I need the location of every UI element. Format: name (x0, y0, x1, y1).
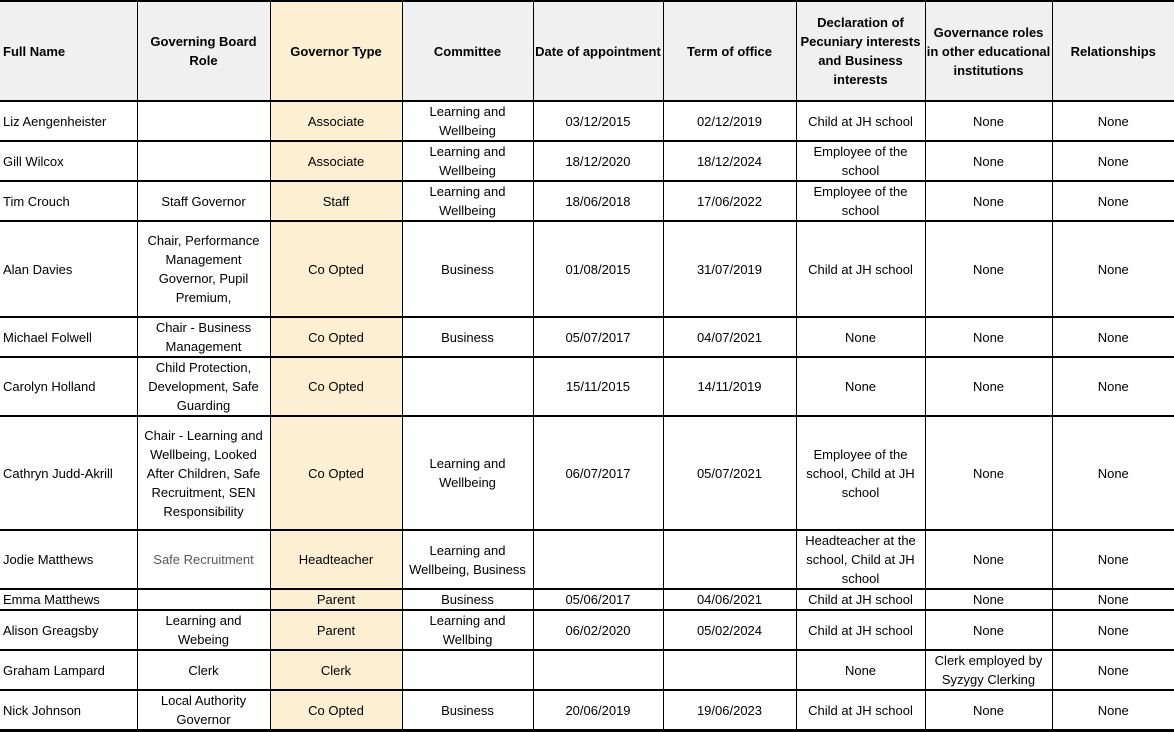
governor-row (0, 101, 1174, 141)
cell-committee: Learning and Wellbeing (402, 181, 533, 221)
cell-date-of-appointment: 18/12/2020 (533, 141, 663, 181)
cell-declaration: None (796, 650, 925, 690)
cell-declaration: Child at JH school (796, 610, 925, 650)
cell-relationships: None (1052, 690, 1174, 731)
cell-declaration: Employee of the school, Child at JH school (796, 416, 925, 530)
cell-governor-type: Headteacher (270, 530, 402, 589)
cell-committee (402, 357, 533, 416)
cell-governance-roles: None (925, 416, 1052, 530)
cell-governor-type: Associate (270, 101, 402, 141)
cell-governance-roles: None (925, 317, 1052, 357)
cell-term-of-office: 31/07/2019 (663, 221, 796, 317)
cell-relationships: None (1052, 530, 1174, 589)
cell-role: Staff Governor (137, 181, 270, 221)
cell-role: Child Protection, Development, Safe Guarding (137, 357, 270, 416)
cell-governance-roles: None (925, 101, 1052, 141)
cell-governor-type: Clerk (270, 650, 402, 690)
cell-term-of-office: 17/06/2022 (663, 181, 796, 221)
cell-relationships: None (1052, 181, 1174, 221)
cell-governor-type: Co Opted (270, 221, 402, 317)
cell-role: Learning and Webeing (137, 610, 270, 650)
column-header-relationships: Relationships (1052, 1, 1174, 101)
cell-governor-type: Co Opted (270, 317, 402, 357)
cell-term-of-office: 04/06/2021 (663, 589, 796, 610)
cell-date-of-appointment: 05/06/2017 (533, 589, 663, 610)
cell-date-of-appointment: 06/07/2017 (533, 416, 663, 530)
cell-declaration: Child at JH school (796, 221, 925, 317)
column-header-governor-type: Governor Type (270, 1, 402, 101)
cell-role (137, 101, 270, 141)
cell-full-name: Gill Wilcox (0, 141, 137, 181)
cell-full-name: Liz Aengenheister (0, 101, 137, 141)
governor-row (0, 357, 1174, 416)
cell-relationships: None (1052, 221, 1174, 317)
cell-declaration: Child at JH school (796, 589, 925, 610)
cell-term-of-office (663, 650, 796, 690)
cell-governor-type: Parent (270, 589, 402, 610)
cell-date-of-appointment: 06/02/2020 (533, 610, 663, 650)
cell-committee (402, 650, 533, 690)
cell-role: Chair, Performance Management Governor, Pupil Premium, (137, 221, 270, 317)
governor-row (0, 690, 1174, 731)
cell-governance-roles: None (925, 141, 1052, 181)
cell-governance-roles: None (925, 589, 1052, 610)
cell-governance-roles: None (925, 530, 1052, 589)
cell-full-name: Alan Davies (0, 221, 137, 317)
cell-declaration: None (796, 317, 925, 357)
governor-row (0, 141, 1174, 181)
governor-row (0, 181, 1174, 221)
governor-row (0, 610, 1174, 650)
cell-date-of-appointment: 15/11/2015 (533, 357, 663, 416)
cell-term-of-office: 18/12/2024 (663, 141, 796, 181)
cell-role: Safe Recruitment (137, 530, 270, 589)
cell-governance-roles: None (925, 221, 1052, 317)
cell-term-of-office: 04/07/2021 (663, 317, 796, 357)
cell-full-name: Carolyn Holland (0, 357, 137, 416)
cell-committee: Learning and Wellbeing, Business (402, 530, 533, 589)
cell-committee: Business (402, 589, 533, 610)
column-header-governance-roles: Governance roles in other educational institutions (925, 1, 1052, 101)
cell-declaration: Child at JH school (796, 101, 925, 141)
cell-date-of-appointment: 05/07/2017 (533, 317, 663, 357)
column-header-date-of-appointment: Date of appointment (533, 1, 663, 101)
cell-role: Chair - Business Management (137, 317, 270, 357)
cell-relationships: None (1052, 317, 1174, 357)
cell-date-of-appointment (533, 650, 663, 690)
cell-term-of-office: 05/07/2021 (663, 416, 796, 530)
cell-full-name: Nick Johnson (0, 690, 137, 731)
cell-role (137, 589, 270, 610)
cell-full-name: Emma Matthews (0, 589, 137, 610)
cell-term-of-office: 02/12/2019 (663, 101, 796, 141)
cell-governance-roles: None (925, 357, 1052, 416)
cell-full-name: Graham Lampard (0, 650, 137, 690)
cell-committee: Business (402, 317, 533, 357)
cell-governance-roles: None (925, 181, 1052, 221)
cell-term-of-office: 14/11/2019 (663, 357, 796, 416)
cell-role: Local Authority Governor (137, 690, 270, 731)
cell-relationships: None (1052, 357, 1174, 416)
cell-governance-roles: None (925, 690, 1052, 731)
cell-committee: Business (402, 221, 533, 317)
cell-date-of-appointment: 01/08/2015 (533, 221, 663, 317)
governor-row (0, 650, 1174, 690)
column-header-declaration-of-interests: Declaration of Pecuniary interests and Business interests (796, 1, 925, 101)
cell-committee: Learning and Wellbeing (402, 141, 533, 181)
cell-declaration: Employee of the school (796, 181, 925, 221)
column-header-committee: Committee (402, 1, 533, 101)
header-row (0, 1, 1174, 101)
cell-declaration: Employee of the school (796, 141, 925, 181)
cell-role (137, 141, 270, 181)
cell-governance-roles: Clerk employed by Syzygy Clerking (925, 650, 1052, 690)
cell-full-name: Alison Greagsby (0, 610, 137, 650)
cell-relationships: None (1052, 141, 1174, 181)
governor-row (0, 317, 1174, 357)
cell-relationships: None (1052, 101, 1174, 141)
cell-relationships: None (1052, 416, 1174, 530)
governor-row (0, 221, 1174, 317)
cell-committee: Business (402, 690, 533, 731)
cell-role: Clerk (137, 650, 270, 690)
cell-relationships: None (1052, 650, 1174, 690)
cell-date-of-appointment (533, 530, 663, 589)
cell-date-of-appointment: 18/06/2018 (533, 181, 663, 221)
cell-relationships: None (1052, 589, 1174, 610)
cell-declaration: Headteacher at the school, Child at JH school (796, 530, 925, 589)
cell-governor-type: Parent (270, 610, 402, 650)
governor-row (0, 589, 1174, 610)
column-header-full-name: Full Name (0, 1, 137, 101)
cell-term-of-office: 05/02/2024 (663, 610, 796, 650)
cell-full-name: Tim Crouch (0, 181, 137, 221)
governor-row (0, 530, 1174, 589)
column-header-governing-board-role: Governing Board Role (137, 1, 270, 101)
cell-term-of-office: 19/06/2023 (663, 690, 796, 731)
cell-committee: Learning and Wellbeing (402, 101, 533, 141)
cell-date-of-appointment: 03/12/2015 (533, 101, 663, 141)
column-header-term-of-office: Term of office (663, 1, 796, 101)
cell-relationships: None (1052, 610, 1174, 650)
cell-committee: Learning and Wellbeing (402, 416, 533, 530)
cell-governance-roles: None (925, 610, 1052, 650)
cell-date-of-appointment: 20/06/2019 (533, 690, 663, 731)
cell-term-of-office (663, 530, 796, 589)
cell-governor-type: Associate (270, 141, 402, 181)
cell-governor-type: Staff (270, 181, 402, 221)
cell-committee: Learning and Wellbing (402, 610, 533, 650)
cell-full-name: Michael Folwell (0, 317, 137, 357)
cell-declaration: Child at JH school (796, 690, 925, 731)
cell-governor-type: Co Opted (270, 690, 402, 731)
cell-full-name: Cathryn Judd-Akrill (0, 416, 137, 530)
cell-declaration: None (796, 357, 925, 416)
cell-full-name: Jodie Matthews (0, 530, 137, 589)
cell-role: Chair - Learning and Wellbeing, Looked After Children, Safe Recruitment, SEN Responsibility (137, 416, 270, 530)
governor-row (0, 416, 1174, 530)
cell-governor-type: Co Opted (270, 416, 402, 530)
cell-governor-type: Co Opted (270, 357, 402, 416)
